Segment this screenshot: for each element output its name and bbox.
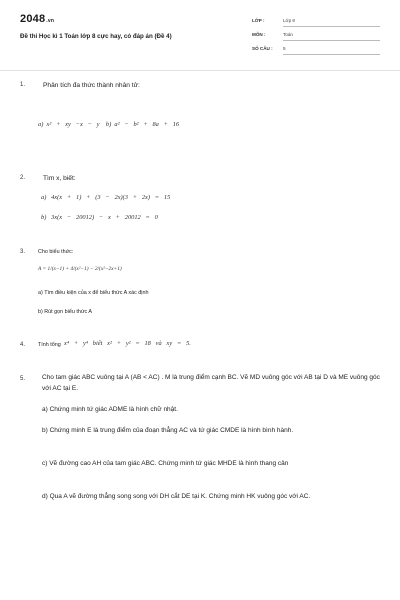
question-text: Tìm x, biết: [43,175,76,182]
meta-value: 5 [283,46,286,51]
expression-A: A = 1/(x−1) + 4/(x²−1) − 2/(x²−2x+1) [38,266,122,272]
question-expression: x⁴ + y⁴ biết x² + y² = 18 và xy = 5. [64,340,191,347]
meta-underline [283,54,380,55]
meta-key: SỐ CÂU : [252,46,273,51]
part-d-text: d) Qua A vẽ đường thẳng song song với DH cắt DE tại K. Chứng minh HK vuông góc với AC. [42,493,311,500]
part-a-expression: a) 4x(x + 1) + (3 − 2x)(3 + 2x) = 15 [41,194,171,201]
question-number: 3. [20,249,26,255]
part-a-text: a) Tìm điều kiện của x để biểu thức A xác định [38,290,149,296]
header-divider [0,70,400,71]
question-text: Phân tích đa thức thành nhân tử: [43,82,140,89]
meta-value: Lớp 8 [283,18,295,23]
meta-underline [283,40,380,41]
question-text: Tính tổng [38,342,61,348]
question-number: 2. [20,175,26,181]
part-b-text: b) Chứng minh E là trung điểm của đoạn thẳng AC và tứ giác CMDE là hình bình hành. [42,427,294,434]
meta-underline [283,26,380,27]
question-text: Cho biểu thức: [38,249,74,255]
meta-key: LỚP : [252,18,265,23]
question-number: 5. [20,376,26,382]
question-intro: Cho tam giác ABC vuông tại A (AB < AC) . M là trung điểm cạnh BC. Vẽ MD vuông góc với AB tại D và ME vuông góc với AC tại E. [42,374,380,392]
part-b-expression: b) 3x(x − 20012) − x + 20012 = 0 [41,214,158,221]
logo-suffix: .vn [46,18,55,24]
site-logo[interactable] [20,13,54,25]
part-a-text: a) Chứng minh tứ giác ADME là hình chữ nhật. [42,406,178,413]
logo-text: 2048 [20,13,46,25]
part-c-text: c) Vẽ đường cao AH của tam giác ABC. Chứng minh tứ giác MHDE là hình thang cân [42,460,289,467]
part-b-text: b) Rút gọn biểu thức A [38,309,92,315]
exam-title: Đề thi Học kì 1 Toán lớp 8 cực hay, có đáp án (Đề 4) [20,33,172,40]
meta-value: Toán [283,32,293,37]
question-expression: a) x² + xy −x − y b) a² − b² + 8a + 16 [38,121,180,128]
header [0,0,400,76]
question-number: 1. [20,82,26,88]
question-number: 4. [20,342,26,348]
meta-key: MÔN : [252,32,266,37]
